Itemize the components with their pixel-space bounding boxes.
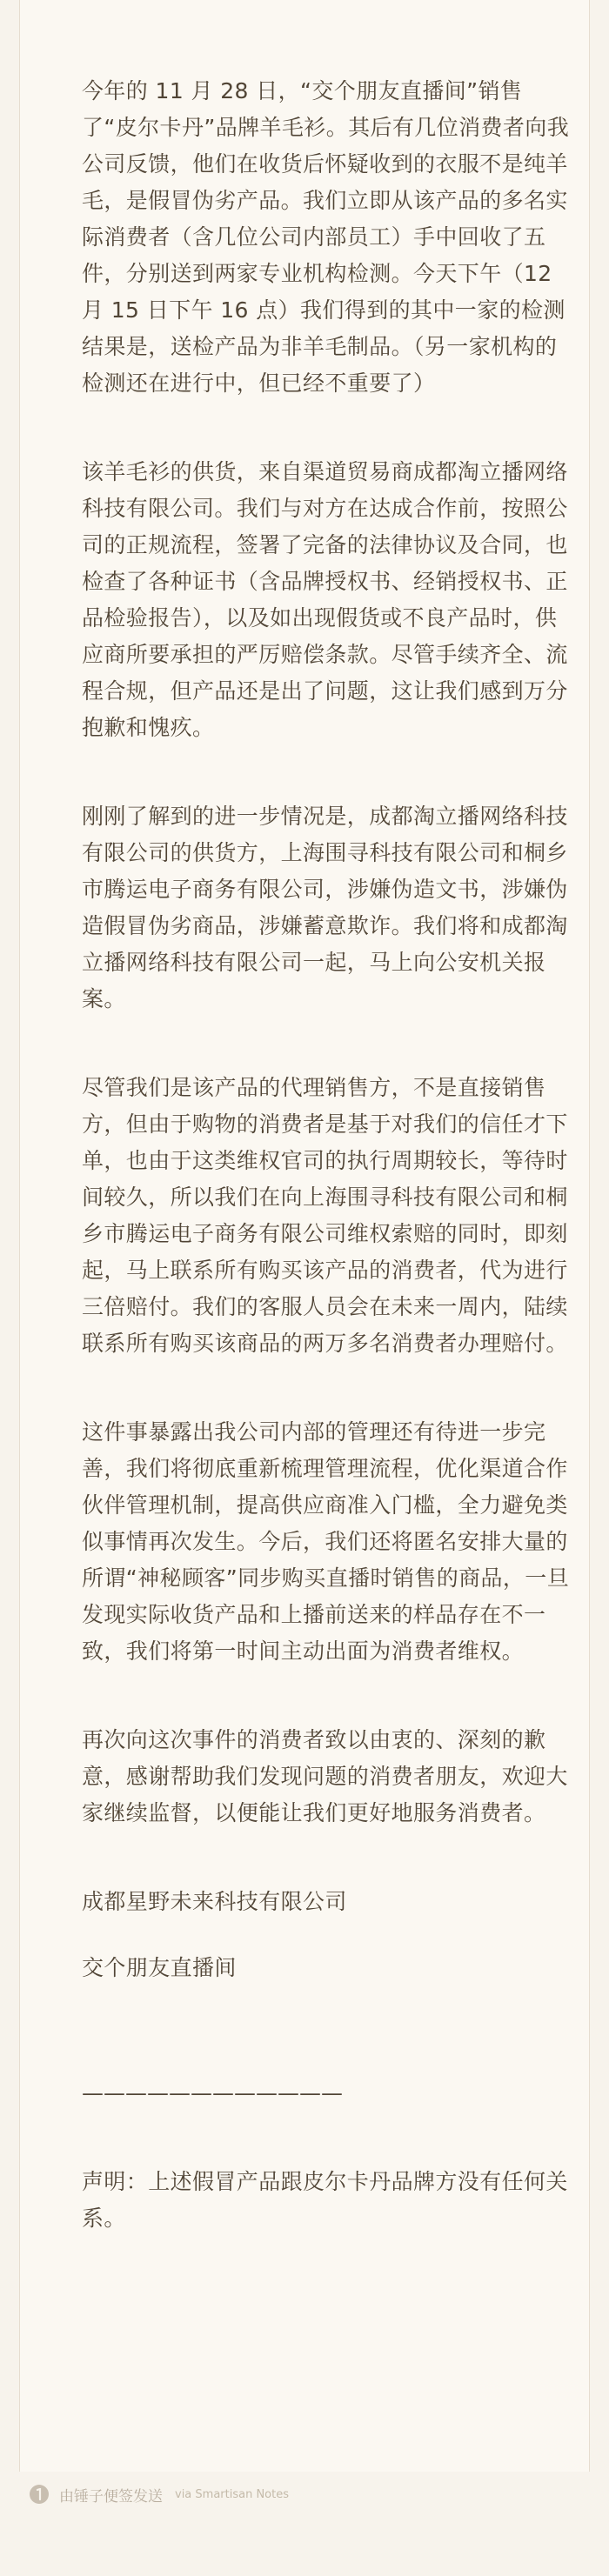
note-sheet (19, 0, 590, 2472)
signature-company: 成都星野未来科技有限公司 (82, 1889, 347, 1914)
via-text: via Smartisan Notes (175, 2487, 289, 2501)
separator-line: ———————————— (82, 2080, 343, 2106)
sent-from-text: 由锤子便签发送 (59, 2487, 163, 2506)
footer (30, 2481, 289, 2507)
note-paragraph: 再次向这次事件的消费者致以由衷的、深刻的歉意，感谢帮助我们发现问题的消费者朋友，欢迎大家继续监督，以便能让我们更好地服务消费者。 (82, 1727, 568, 1825)
note-paragraph: 刚刚了解到的进一步情况是，成都淘立播网络科技有限公司的供货方，上海围寻科技有限公司和桐乡市腾运电子商务有限公司，涉嫌伪造文书，涉嫌伪造假冒伪劣商品，涉嫌蓄意欺诈。我们将和成都淘立播网络科技有限公司一起，马上向公安机关报案。 (82, 804, 568, 1011)
note-paragraph: 该羊毛衫的供货，来自渠道贸易商成都淘立播网络科技有限公司。我们与对方在达成合作前，按照公司的正规流程，签署了完备的法律协议及合同，也检查了各种证书（含品牌授权书、经销授权书、正品检验报告），以及如出现假货或不良产品时，供应商所要承担的严厉赔偿条款。尽管手续齐全、流程合规，但产品还是出了问题，这让我们感到万分抱歉和愧疚。 (82, 459, 568, 740)
note-paragraph: 今年的 11 月 28 日，“交个朋友直播间”销售了“皮尔卡丹”品牌羊毛衫。其后有几位消费者向我公司反馈，他们在收货后怀疑收到的衣服不是纯羊毛，是假冒伪劣产品。我们立即从该产品的多名实际消费者（含几位公司内部员工）手中回收了五件，分别送到两家专业机构检测。今天下午（12 月 15 日下午 16 点）我们得到的其中一家的检测结果是，送检产品为非羊毛制品。（另一家机构的检测还在进行中，但已经不重要了） (82, 78, 570, 396)
signature-studio: 交个朋友直播间 (82, 1955, 237, 1980)
note-paragraph: 尽管我们是该产品的代理销售方，不是直接销售方，但由于购物的消费者是基于对我们的信任才下单，也由于这类维权官司的执行周期较长，等待时间较久，所以我们在向上海围寻科技有限公司和桐乡市腾运电子商务有限公司维权索赔的同时，即刻起，马上联系所有购买该产品的消费者，代为进行三倍赔付。我们的客服人员会在未来一周内，陆续联系所有购买该商品的两万多名消费者办理赔付。 (82, 1075, 568, 1356)
disclaimer: 声明：上述假冒产品跟皮尔卡丹品牌方没有任何关系。 (82, 2169, 568, 2231)
note-body (82, 73, 574, 2289)
smartisan-logo-icon (30, 2485, 49, 2504)
note-paragraph: 这件事暴露出我公司内部的管理还有待进一步完善，我们将彻底重新梳理管理流程，优化渠道合作伙伴管理机制，提高供应商准入门槛，全力避免类似事情再次发生。今后，我们还将匿名安排大量的所谓“神秘顾客”同步购买直播时销售的商品，一旦发现实际收货产品和上播前送来的样品存在不一致，我们将第一时间主动出面为消费者维权。 (82, 1419, 570, 1664)
